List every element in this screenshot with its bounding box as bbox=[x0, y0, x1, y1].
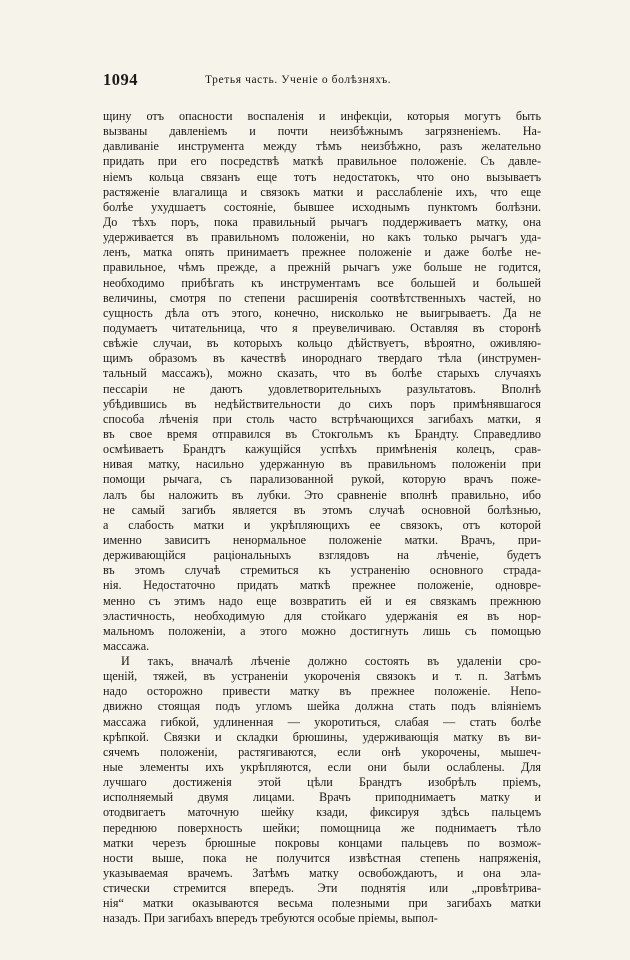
text-line: растяженіе влагалища и связокъ матки и расслабленіе ихъ, что еще bbox=[103, 184, 541, 199]
text-line: исполняемый двумя лицами. Врачъ приподнимаетъ матку и bbox=[103, 790, 541, 805]
text-line: нія“ матки оказываются весьма полезными при загибахъ матки bbox=[103, 896, 541, 911]
text-line: необходимо прибѣгать къ инструментамъ все большей и большей bbox=[103, 275, 541, 290]
text-line: болѣе ухудшаетъ состояніе, бывшее исходнымъ пунктомъ болѣзни. bbox=[103, 199, 541, 214]
paragraph bbox=[103, 654, 541, 927]
text-line: щину отъ опасности воспаленія и инфекціи, которыя могутъ быть bbox=[103, 109, 541, 123]
text-line: способа лѣченія при столь часто встрѣчающихся загибахъ матки, я bbox=[103, 411, 541, 426]
text-line: убѣдившись въ недѣйствительности до сихъ поръ примѣнявшагося bbox=[103, 396, 541, 411]
text-line: массажа гибкой, удлиненная — укоротиться, слабая — стать болѣе bbox=[103, 714, 541, 729]
running-title: Третья часть. Ученіе о болѣзняхъ. bbox=[205, 74, 392, 86]
text-line: подумаетъ читательница, что я преувеличиваю. Оставляя въ сторонѣ bbox=[103, 320, 541, 335]
text-line: нія. Недостаточно придать маткѣ прежнее положеніе, одновре- bbox=[103, 578, 541, 593]
text-line: нивая матку, насильно удержанную въ правильномъ положеніи при bbox=[103, 457, 541, 472]
text-line: помощи рычага, съ парализованной рукой, которую врачъ поже- bbox=[103, 472, 541, 487]
page-number: 1094 bbox=[103, 70, 138, 89]
text-line: движно стоящая подъ угломъ шейка должна стать подъ вліяніемъ bbox=[103, 699, 541, 714]
text-line: эластичность, необходимую для стойкаго удержанія ея въ нор- bbox=[103, 608, 541, 623]
text-line: въ свое время отправился въ Стокгольмъ къ Брандту. Справедливо bbox=[103, 426, 541, 441]
text-line: не самый загибъ является въ этомъ случаѣ основной болѣзнью, bbox=[103, 502, 541, 517]
text-line: щимъ образомъ въ качествѣ инороднаго твердаго тѣла (инструмен- bbox=[103, 351, 541, 366]
running-head bbox=[103, 70, 541, 90]
text-line: въ этомъ случаѣ стремиться къ устраненію основного страда- bbox=[103, 563, 541, 578]
text-line: лалъ бы наложить въ лубки. Это сравненіе вполнѣ правильно, ибо bbox=[103, 487, 541, 502]
text-line: придать при его посредствѣ маткѣ правильное положеніе. Съ давле- bbox=[103, 154, 541, 169]
text-line: правильное, чѣмъ прежде, а прежній рычагъ уже больше не годится, bbox=[103, 260, 541, 275]
text-line: давливаніе инструмента между тѣмъ неизбѣжно, разъ желательно bbox=[103, 139, 541, 154]
body-text bbox=[103, 109, 541, 927]
text-line: ніемъ кольца связанъ еще тотъ недостатокъ, что оно вызываетъ bbox=[103, 169, 541, 184]
text-line: ные элементы ихъ укрѣпляются, если они были ослаблены. Для bbox=[103, 760, 541, 775]
text-line: И такъ, вначалѣ лѣченіе должно состоять въ удаленіи сро- bbox=[121, 654, 541, 669]
text-line: менно съ этимъ надо еще возвратить ей и ея связкамъ прежнюю bbox=[103, 593, 541, 608]
text-line: осмѣиваетъ Брандтъ кажущійся успѣхъ примѣненія колецъ, срав- bbox=[103, 442, 541, 457]
text-line: надо осторожно привести матку въ прежнее положеніе. Непо- bbox=[103, 684, 541, 699]
text-line: ленъ, матка опять принимаетъ прежнее положеніе и даже болѣе не- bbox=[103, 245, 541, 260]
text-line: щеній, тяжей, въ устраненіи укороченія связокъ и т. п. Затѣмъ bbox=[103, 669, 541, 684]
text-line: мальномъ положеніи, а этого можно достигнуть лишь съ помощью bbox=[103, 623, 541, 638]
text-line: свѣжіе случаи, въ которыхъ кольцо дѣйствуетъ, вѣроятно, оживляю- bbox=[103, 336, 541, 351]
text-line: указываемая врачемъ. Затѣмъ матку освобождаютъ, и она эла- bbox=[103, 866, 541, 881]
text-line: массажа. bbox=[103, 638, 150, 653]
text-line: именно зависитъ ненормальное положеніе матки. Врачъ, при- bbox=[103, 532, 541, 547]
text-line: сущность дѣла отъ этого, конечно, нисколько не выигрываетъ. Да не bbox=[103, 305, 541, 320]
text-line: лучшаго достиженія этой цѣли Брандтъ изобрѣлъ пріемъ, bbox=[103, 775, 541, 790]
text-line: держивающійся раціональныхъ взглядовъ на лѣченіе, будетъ bbox=[103, 548, 541, 563]
text-line: переднюю поверхность шейки; помощница же поднимаетъ тѣло bbox=[103, 820, 541, 835]
text-line: стически стремится впередъ. Эти поднятія или „провѣтрива- bbox=[103, 881, 541, 896]
text-line: удерживается въ правильномъ положеніи, но какъ только рычагъ уда- bbox=[103, 230, 541, 245]
text-line: назадъ. При загибахъ впередъ требуются особые пріемы, выпол- bbox=[103, 911, 438, 926]
text-line: тальный массажъ), можно сказать, что въ болѣе старыхъ случаяхъ bbox=[103, 366, 541, 381]
text-line: отодвигаетъ маточную шейку кзади, фиксируя здѣсь пальцемъ bbox=[103, 805, 541, 820]
text-line: пессаріи не даютъ удовлетворительныхъ разультатовъ. Вполнѣ bbox=[103, 381, 541, 396]
text-line: величины, смотря по степени расширенія соотвѣтственныхъ частей, но bbox=[103, 290, 541, 305]
text-line: сячемъ положеніи, растягиваются, если онѣ укорочены, мышеч- bbox=[103, 744, 541, 759]
text-line: ности выше, пока не получится извѣстная степень напряженія, bbox=[103, 850, 541, 865]
text-line: а слабость матки и укрѣпляющихъ ее связокъ, отъ которой bbox=[103, 517, 541, 532]
text-line: вызваны давленіемъ и почти неизбѣжнымъ загрязненіемъ. На- bbox=[103, 124, 541, 139]
text-line: До тѣхъ поръ, пока правильный рычагъ поддерживаетъ матку, она bbox=[103, 214, 541, 229]
paragraph bbox=[103, 109, 541, 654]
text-line: крѣпкой. Связки и складки брюшины, удерживающія матку въ ви- bbox=[103, 729, 541, 744]
text-line: матки черезъ брюшные покровы концами пальцевъ по возмож- bbox=[103, 835, 541, 850]
